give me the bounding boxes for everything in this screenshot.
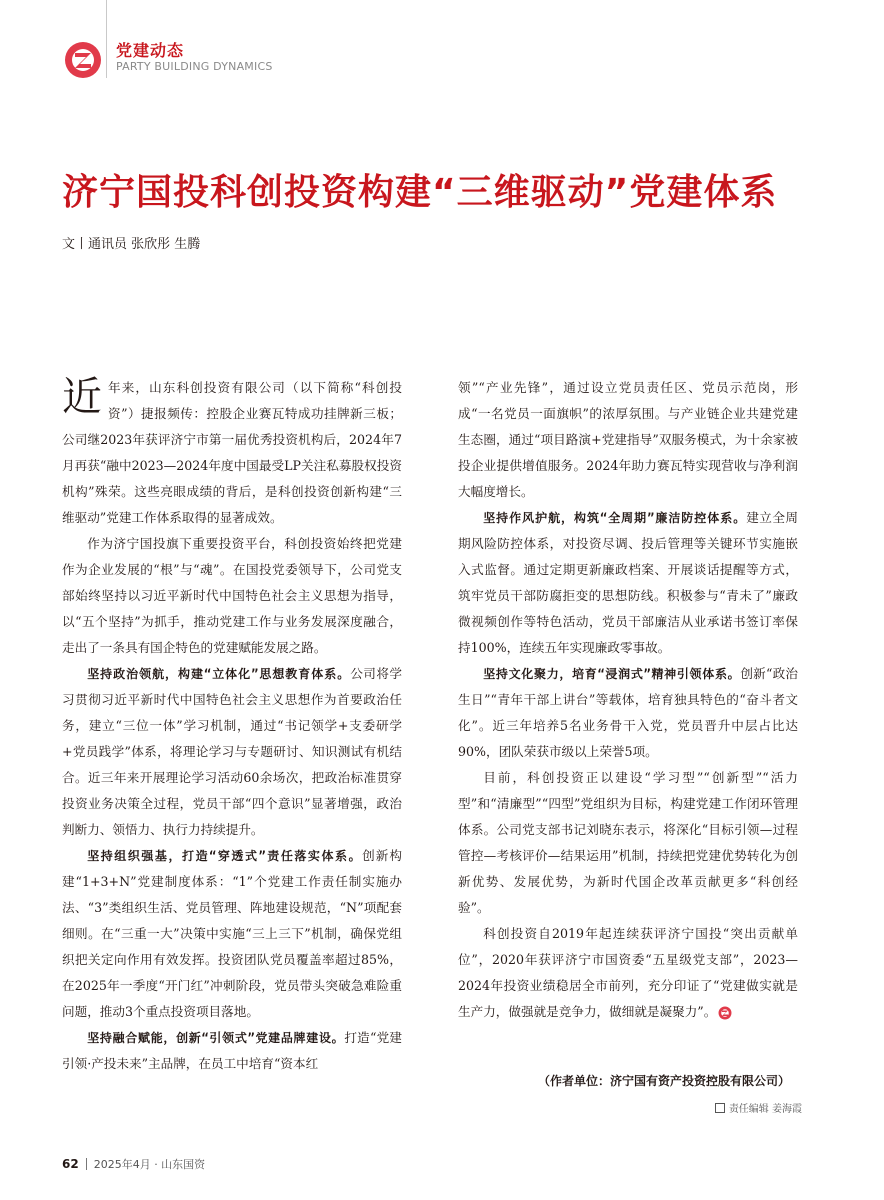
paragraph-goals: 目前，科创投资正以建设“学习型”“创新型”“活力型”和“清廉型”“四型”党组织为目标，构建党建工作闭环管理体系。公司党支部书记刘晓东表示，将深化“目标引领—过程管控—考核评价—结果运用”机制，持续把党建优势转化为创新优势、发展优势，为新时代国企改革贡献更多“科创经验”。 bbox=[458, 770, 798, 915]
paragraph-political: 坚持政治领航，构建“立体化”思想教育体系。公司将学习贯彻习近平新时代中国特色社会主义思想作为首要政治任务，建立“三位一体”学习机制，通过“书记领学+支委研学+党员践学”体系，将理论学习与专题研讨、知识测试有机结合。近三年来开展理论学习活动60余场次，把政治标准贯穿投资业务决策全过程，党员干部“四个意识”显著增强，政治判断力、领悟力、执行力持续提升。 bbox=[62, 666, 402, 837]
page-footer bbox=[62, 1156, 205, 1172]
paragraph-conduct: 坚持作风护航，构筑“全周期”廉洁防控体系。建立全周期风险防控体系，对投资尽调、投后管理等关键环节实施嵌入式监督。通过定期更新廉政档案、开展谈话提醒等方式，筑牢党员干部防腐拒变的思想防线。积极参与“青未了”廉政微视频创作等特色活动，党员干部廉洁从业承诺书签订率保持100%，连续五年实现廉政零事故。 bbox=[458, 510, 798, 655]
article-column-right bbox=[458, 375, 798, 1025]
footer-divider bbox=[86, 1158, 87, 1170]
page-number: 62 bbox=[62, 1157, 79, 1171]
paragraph-lead: 坚持作风护航，构筑“全周期”廉洁防控体系。 bbox=[483, 511, 747, 525]
paragraph-lead: 坚持文化聚力，培育“浸润式”精神引领体系。 bbox=[483, 667, 741, 681]
paragraph-organization: 坚持组织强基，打造“穿透式”责任落实体系。创新构建“1+3+N”党建制度体系：“1”个党建工作责任制实施办法、“3”类组织生活、党员管理、阵地建设规范，“N”项配套细则。在“三重一大”决策中实施“三上三下”机制，确保党组织把关定向作用有效发挥。投资团队党员覆盖率超过85%，在2025年一季度“开门红”冲刺阶段，党员带头突破急难险重问题，推动3个重点投资项目落地。 bbox=[62, 848, 402, 1019]
header-divider bbox=[106, 0, 107, 78]
editor-box-icon bbox=[715, 1103, 725, 1113]
issue-info: 2025年4月 · 山东国资 bbox=[93, 1158, 206, 1171]
editor-credit: 责任编辑 姜海霞 bbox=[715, 1100, 802, 1115]
paragraph: 作为济宁国投旗下重要投资平台，科创投资始终把党建作为企业发展的“根”与“魂”。在国投党委领导下，公司党支部始终坚持以习近平新时代中国特色社会主义思想为指导，以“五个坚持”为抓手，推动党建工作与业务发展深度融合，走出了一条具有国企特色的党建赋能发展之路。 bbox=[62, 536, 402, 655]
section-title: 党建动态 bbox=[116, 41, 185, 60]
paragraph-integration: 坚持融合赋能，创新“引领式”党建品牌建设。打造“党建引领·产投未来”主品牌，在员工中培育“资本红 bbox=[62, 1030, 402, 1071]
drop-cap: 近 bbox=[62, 374, 102, 420]
paragraph-intro: 近年来，山东科创投资有限公司（以下简称“科创投资”）捷报频传：控股企业赛瓦特成功挂牌新三板；公司继2023年获评济宁市第一届优秀投资机构后，2024年7月再获“融中2023—2024年度中国最受LP关注私募股权投资机构”殊荣。这些亮眼成绩的背后，是科创投资创新构建“三维驱动”党建工作体系取得的显著成效。 bbox=[62, 374, 402, 525]
author-unit: （作者单位：济宁国有资产投资控股有限公司） bbox=[537, 1074, 790, 1088]
paragraph-lead: 坚持政治领航，构建“立体化”思想教育体系。 bbox=[87, 667, 351, 681]
paragraph-culture: 坚持文化聚力，培育“浸润式”精神引领体系。创新“政治生日”“青年干部上讲台”等载体，培育独具特色的“奋斗者文化”。近三年培养5名业务骨干入党，党员晋升中层占比达90%，团队荣获市级以上荣誉5项。 bbox=[458, 666, 798, 759]
paragraph-integration-continued: 领”“产业先锋”，通过设立党员责任区、党员示范岗，形成“一名党员一面旗帜”的浓厚氛围。与产业链企业共建党建生态圈，通过“项目路演+党建指导”双服务模式，为十余家被投企业提供增值服务。2024年助力赛瓦特实现营收与净利润大幅度增长。 bbox=[458, 380, 798, 499]
end-mark-logo-icon bbox=[718, 1006, 732, 1020]
byline: 文丨通讯员 张欣彤 生腾 bbox=[62, 237, 201, 252]
section-subtitle: PARTY BUILDING DYNAMICS bbox=[116, 60, 273, 73]
article-column-left bbox=[62, 375, 402, 1077]
paragraph-honors: 科创投资自2019年起连续获评济宁国投“突出贡献单位”，2020年获评济宁市国资委“五星级党支部”，2023—2024年投资业绩稳居全市前列，充分印证了“党建做实就是生产力，做强就是竞争力，做细就是凝聚力”。 bbox=[458, 926, 798, 1019]
article-title: 济宁国投科创投资构建“三维驱动”党建体系 bbox=[62, 172, 778, 213]
paragraph-lead: 坚持组织强基，打造“穿透式”责任落实体系。 bbox=[87, 849, 363, 863]
party-building-logo-icon bbox=[63, 40, 103, 80]
paragraph-lead: 坚持融合赋能，创新“引领式”党建品牌建设。 bbox=[87, 1031, 345, 1045]
